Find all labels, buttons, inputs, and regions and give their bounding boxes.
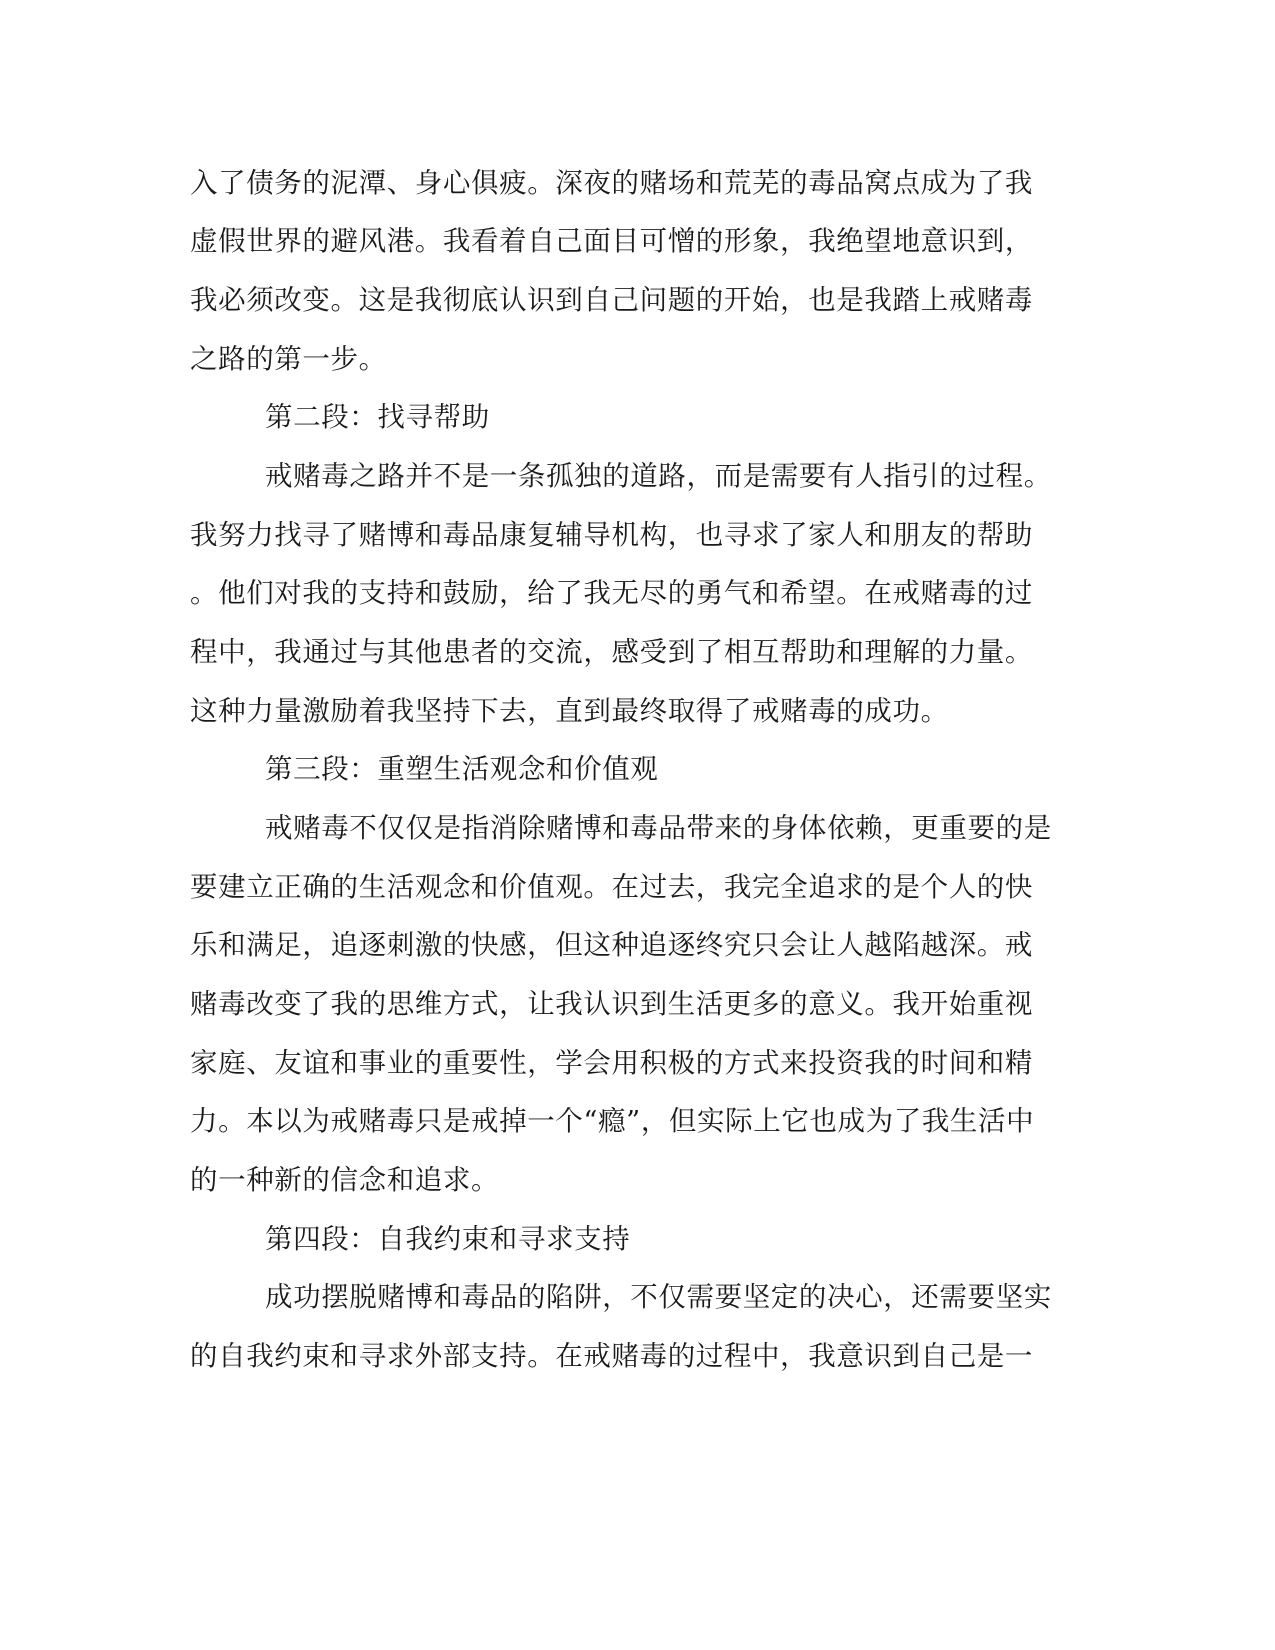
body-text-line: 入了债务的泥潭、身心俱疲。深夜的赌场和荒芜的毒品窝点成为了我 (190, 167, 1033, 199)
body-text-line: 这种力量激励着我坚持下去，直到最终取得了戒赌毒的成功。 (190, 695, 949, 727)
paragraph-first-line: 戒赌毒不仅仅是指消除赌博和毒品带来的身体依赖，更重要的是 (265, 812, 1052, 844)
body-text-line: 我必须改变。这是我彻底认识到自己问题的开始，也是我踏上戒赌毒 (190, 284, 1033, 316)
paragraph-first-line: 戒赌毒之路并不是一条孤独的道路，而是需要有人指引的过程。 (265, 460, 1052, 492)
body-text-line: 要建立正确的生活观念和价值观。在过去，我完全追求的是个人的快 (190, 871, 1033, 903)
body-text-line: 。他们对我的支持和鼓励，给了我无尽的勇气和希望。在戒赌毒的过 (190, 577, 1033, 609)
body-text-line: 我努力找寻了赌博和毒品康复辅导机构，也寻求了家人和朋友的帮助 (190, 519, 1033, 551)
section-heading: 第三段：重塑生活观念和价值观 (265, 753, 659, 785)
section-heading: 第二段：找寻帮助 (265, 401, 490, 433)
body-text-line: 之路的第一步。 (190, 343, 387, 375)
body-text-line: 的自我约束和寻求外部支持。在戒赌毒的过程中，我意识到自己是一 (190, 1340, 1033, 1372)
body-text-line: 力。本以为戒赌毒只是戒掉一个“瘾”，但实际上它也成为了我生活中 (190, 1105, 1035, 1137)
body-text-line: 赌毒改变了我的思维方式，让我认识到生活更多的意义。我开始重视 (190, 988, 1033, 1020)
body-text-line: 程中，我通过与其他患者的交流，感受到了相互帮助和理解的力量。 (190, 636, 1033, 668)
body-text-line: 家庭、友谊和事业的重要性，学会用积极的方式来投资我的时间和精 (190, 1047, 1033, 1079)
body-text-line: 虚假世界的避风港。我看着自己面目可憎的形象，我绝望地意识到， (190, 225, 1033, 257)
body-text-line: 的一种新的信念和追求。 (190, 1164, 500, 1196)
paragraph-first-line: 成功摆脱赌博和毒品的陷阱，不仅需要坚定的决心，还需要坚实 (265, 1281, 1052, 1313)
section-heading: 第四段：自我约束和寻求支持 (265, 1223, 631, 1255)
body-text-line: 乐和满足，追逐刺激的快感，但这种追逐终究只会让人越陷越深。戒 (190, 929, 1033, 961)
